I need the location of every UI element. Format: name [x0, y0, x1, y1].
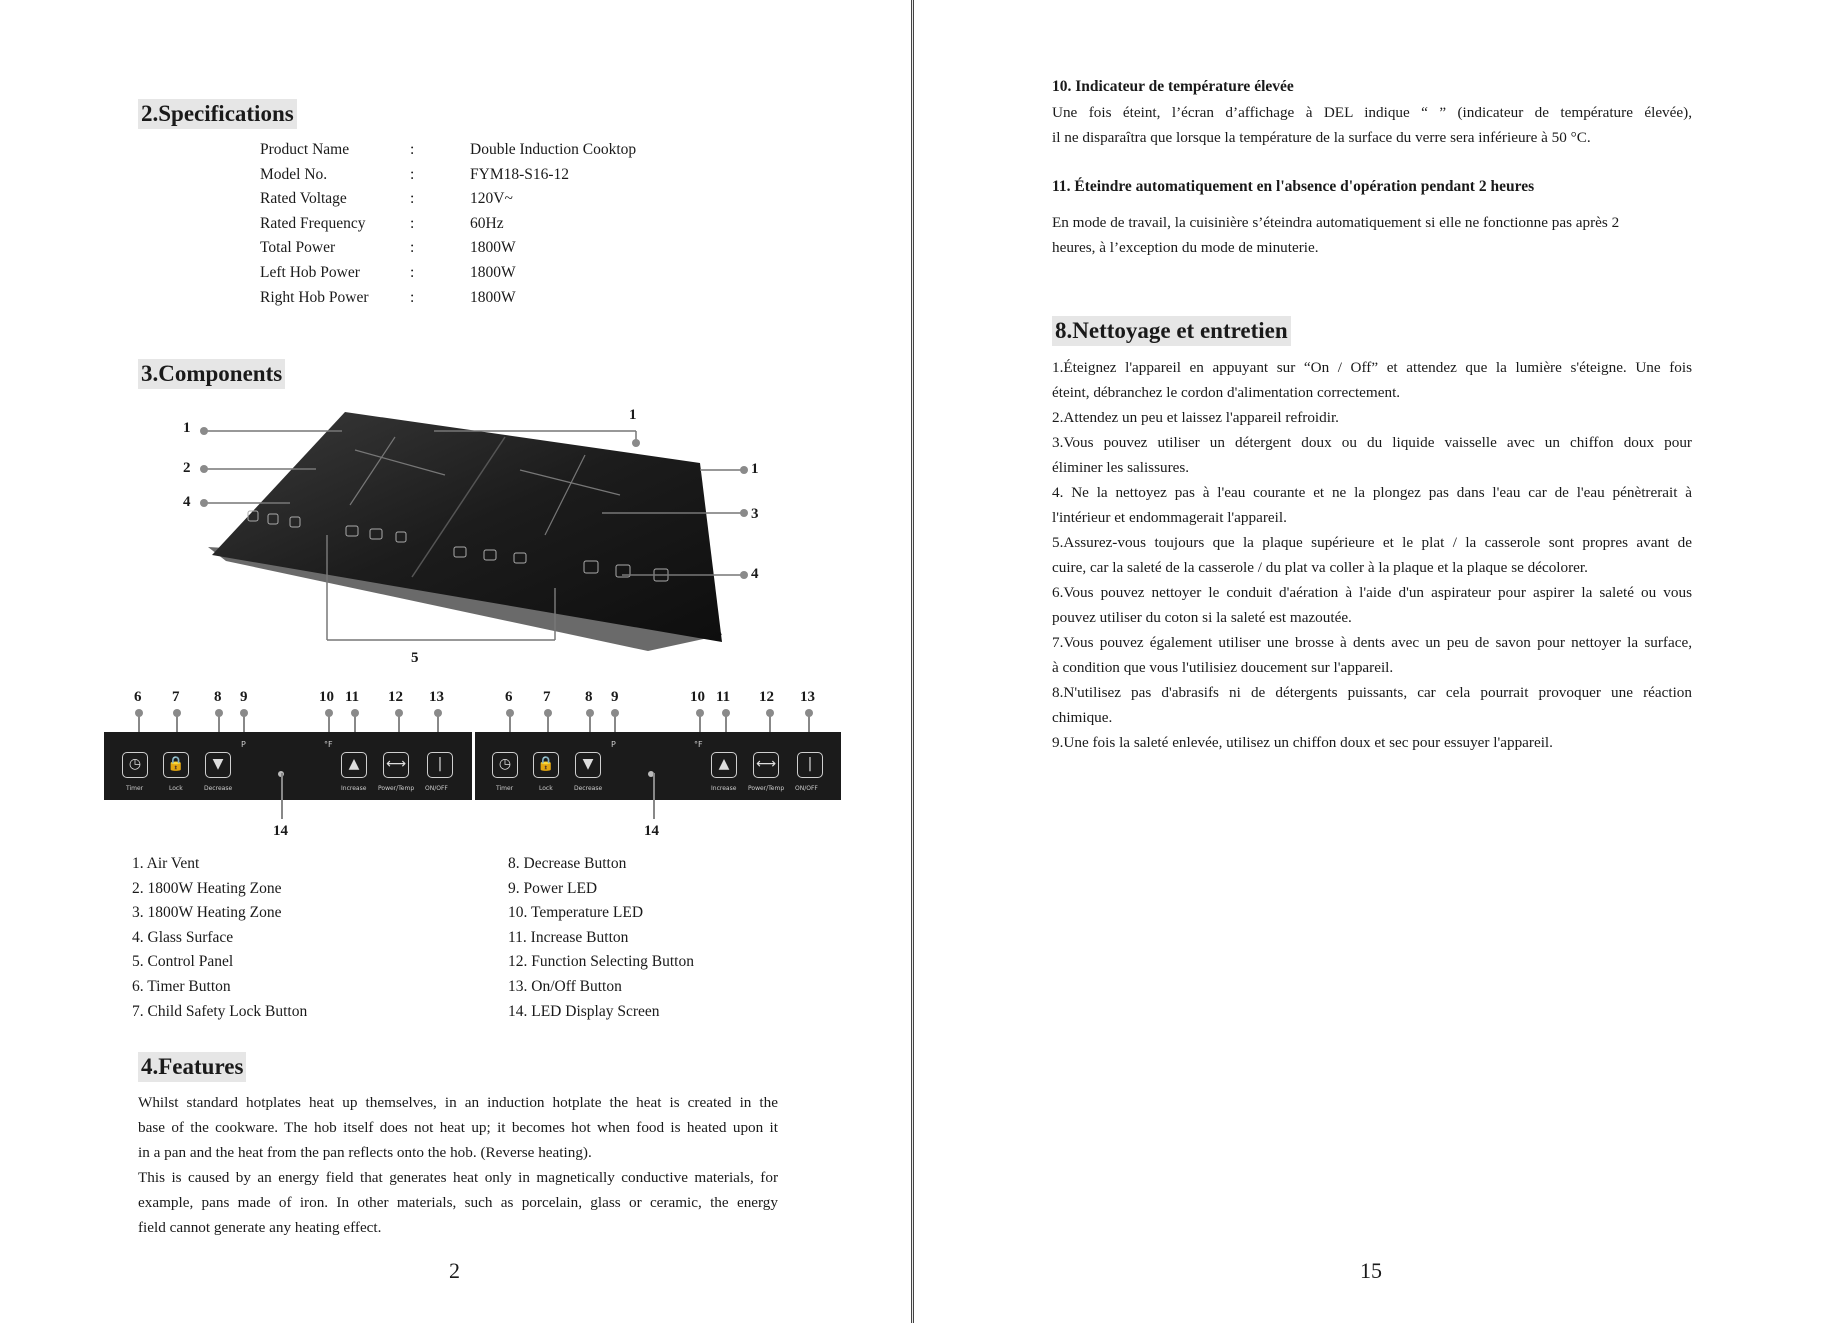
timer-button[interactable]: ◷	[492, 752, 518, 778]
panel-number: 12	[388, 689, 403, 705]
spec-label: Left Hob Power	[260, 264, 360, 281]
button-label: Timer	[126, 785, 144, 792]
lock-button[interactable]: 🔒	[533, 752, 559, 778]
panel-pointer-dot	[240, 709, 248, 717]
panel-pointer-dot	[696, 709, 704, 717]
features-line: Whilst standard hotplates heat up themselves, in an induction hotplate the heat is created in the	[138, 1094, 778, 1111]
component-item: 1. Air Vent	[132, 855, 200, 872]
component-item: 11. Increase Button	[508, 928, 629, 946]
panel-number: 9	[611, 689, 619, 705]
cleaning-line: 7.Vous pouvez également utiliser une brosse à dents avec un peu de savon pour nettoyer la surface,	[1052, 634, 1692, 651]
page-number: 2	[449, 1258, 460, 1283]
spec-value: 120V~	[470, 190, 513, 208]
button-label: Lock	[169, 785, 183, 792]
section-10-text	[1052, 100, 1692, 150]
panel-pointer-dot	[544, 709, 552, 717]
panel-pointer-dot	[351, 709, 359, 717]
cleaning-line: chimique.	[1052, 709, 1113, 726]
cleaning-line: 9.Une fois la saleté enlevée, utilisez un chiffon doux et sec pour essuyer l'appareil.	[1052, 734, 1553, 751]
increase-button[interactable]: ▲	[341, 752, 367, 778]
timer-button[interactable]: ◷	[122, 752, 148, 778]
lock-button[interactable]: 🔒	[163, 752, 189, 778]
increase-button[interactable]: ▲	[711, 752, 737, 778]
panel-number: 8	[585, 689, 593, 705]
spec-colon: :	[410, 288, 415, 306]
decrease-button[interactable]: ▼	[205, 752, 231, 778]
features-line: in a pan and the heat from the pan reflects onto the hob. (Reverse heating).	[138, 1144, 592, 1161]
callout-number: 3	[751, 506, 759, 522]
section-11-title: 11. Éteindre automatiquement en l'absence d'opération pendant 2 heures	[1052, 178, 1535, 195]
cleaning-line: éliminer les salissures.	[1052, 459, 1190, 476]
screen-pointer-line	[281, 773, 283, 819]
temperature-led: °F	[694, 740, 703, 749]
cooktop-illustration	[0, 395, 912, 675]
component-item: 7. Child Safety Lock Button	[132, 1002, 308, 1020]
component-item: 2. 1800W Heating Zone	[132, 879, 282, 897]
section-10-line: il ne disparaîtra que lorsque la température de la surface du verre sera inférieure à 50 °C.	[1052, 129, 1591, 146]
cleaning-line: 4. Ne la nettoyez pas à l'eau courante et ne la plongez pas dans l'eau car de l'eau pénètrerait à	[1052, 484, 1692, 501]
control-panel-right	[475, 732, 841, 800]
spec-value: 60Hz	[470, 214, 504, 232]
section-11-text	[1052, 210, 1692, 260]
button-label: ON/OFF	[425, 785, 448, 792]
panel-number: 12	[759, 689, 774, 705]
component-item: 10. Temperature LED	[508, 904, 644, 922]
component-item: 14. LED Display Screen	[508, 1002, 660, 1020]
power-temp-button[interactable]: ⟷	[753, 752, 779, 778]
panel-number: 11	[345, 689, 360, 705]
spec-colon: :	[410, 214, 415, 232]
cleaning-line: cuire, car la saleté de la casserole / du plat va coller à la plaque et la plaque se décolorer.	[1052, 559, 1588, 576]
cleaning-heading: 8.Nettoyage et entretien	[1052, 316, 1291, 346]
cleaning-line: pouvez utiliser du coton si la saleté est mazoutée.	[1052, 609, 1352, 626]
panel-number: 6	[505, 689, 513, 705]
panel-pointer-dot	[805, 709, 813, 717]
panel-number: 7	[543, 689, 551, 705]
callout-number: 4	[183, 494, 191, 510]
power-led: P	[611, 740, 616, 749]
panel-pointer-dot	[173, 709, 181, 717]
button-label: Lock	[539, 785, 553, 792]
screen-number: 14	[644, 823, 659, 839]
features-line: example, pans made of iron. In other materials, such as porcelain, glass or ceramic, the energy	[138, 1194, 778, 1211]
cleaning-line: 6.Vous pouvez nettoyer le conduit d'aération à l'aide d'un aspirateur pour aspirer la saleté ou vous	[1052, 584, 1692, 601]
spec-colon: :	[410, 165, 415, 183]
cleaning-line: 1.Éteignez l'appareil en appuyant sur “On / Off” et attendez que la lumière s'éteigne. Une fois	[1052, 359, 1692, 376]
spec-label: Right Hob Power	[260, 288, 369, 306]
callout-number: 1	[183, 420, 191, 436]
callout-number: 2	[183, 460, 191, 476]
cleaning-line: 5.Assurez-vous toujours que la plaque supérieure et le plat / la casserole sont propres avant de	[1052, 534, 1692, 551]
left-page	[0, 0, 912, 1323]
spec-value: 1800W	[470, 239, 516, 257]
features-line: This is caused by an energy field that generates heat only in magnetically conductive materials, for	[138, 1169, 778, 1186]
spec-label: Total Power	[260, 239, 336, 257]
button-label: ON/OFF	[795, 785, 818, 792]
panel-number: 10	[319, 689, 334, 705]
component-item: 6. Timer Button	[132, 978, 231, 995]
callout-number: 4	[751, 566, 759, 582]
panel-number: 9	[240, 689, 248, 705]
component-item: 4. Glass Surface	[132, 928, 234, 946]
component-item: 9. Power LED	[508, 879, 598, 897]
component-item: 12. Function Selecting Button	[508, 953, 694, 971]
specifications-heading: 2.Specifications	[138, 99, 297, 129]
cleaning-line: éteint, débranchez le cordon d'alimentation correctement.	[1052, 384, 1401, 401]
screen-pointer-line	[653, 773, 655, 819]
spec-value: FYM18-S16-12	[470, 165, 570, 183]
panel-number: 13	[429, 689, 444, 705]
spec-colon: :	[410, 141, 415, 158]
page-number: 15	[1360, 1258, 1382, 1283]
spec-colon: :	[410, 264, 415, 281]
component-item: 8. Decrease Button	[508, 855, 627, 872]
button-label: Power/Temp	[378, 785, 415, 792]
button-label: Decrease	[574, 785, 603, 792]
button-label: Increase	[711, 785, 737, 792]
control-panel-left	[104, 732, 472, 800]
panel-number: 8	[214, 689, 222, 705]
spec-value: 1800W	[470, 288, 516, 306]
right-page	[913, 0, 1825, 1323]
on-off-button[interactable]: |	[427, 752, 453, 778]
panel-pointer-dot	[722, 709, 730, 717]
component-item: 13. On/Off Button	[508, 978, 622, 995]
button-label: Increase	[341, 785, 367, 792]
panel-pointer-dot	[586, 709, 594, 717]
component-item: 5. Control Panel	[132, 953, 234, 971]
panel-number: 7	[172, 689, 180, 705]
features-text	[138, 1090, 778, 1240]
spec-colon: :	[410, 239, 415, 257]
temperature-led: °F	[324, 740, 333, 749]
panel-pointer-dot	[434, 709, 442, 717]
panel-number: 11	[716, 689, 731, 705]
cleaning-line: l'intérieur et endommagerait l'appareil.	[1052, 509, 1287, 526]
panel-pointer-dot	[325, 709, 333, 717]
cleaning-line: 3.Vous pouvez utiliser un détergent doux ou du liquide vaisselle avec un chiffon doux pour	[1052, 434, 1692, 451]
power-temp-button[interactable]: ⟷	[383, 752, 409, 778]
on-off-button[interactable]: |	[797, 752, 823, 778]
panel-pointer-dot	[215, 709, 223, 717]
power-led: P	[241, 740, 246, 749]
spec-value: 1800W	[470, 264, 516, 281]
spec-label: Rated Voltage	[260, 190, 347, 208]
features-heading: 4.Features	[138, 1052, 246, 1082]
components-heading: 3.Components	[138, 359, 285, 389]
decrease-button[interactable]: ▼	[575, 752, 601, 778]
panel-pointer-dot	[506, 709, 514, 717]
cleaning-text	[1052, 355, 1692, 755]
spec-label: Rated Frequency	[260, 214, 366, 232]
spec-label: Model No.	[260, 165, 328, 183]
features-line: base of the cookware. The hob itself does not heat up; it becomes hot when food is heated upon it	[138, 1119, 778, 1136]
panel-number: 6	[134, 689, 142, 705]
cleaning-line: 2.Attendez un peu et laissez l'appareil refroidir.	[1052, 409, 1339, 426]
button-label: Decrease	[204, 785, 233, 792]
panel-number: 10	[690, 689, 705, 705]
button-label: Power/Temp	[748, 785, 785, 792]
component-item: 3. 1800W Heating Zone	[132, 904, 282, 922]
spec-label: Product Name	[260, 141, 350, 158]
panel-pointer-dot	[135, 709, 143, 717]
section-10-line: Une fois éteint, l’écran d’affichage à DEL indique “ ” (indicateur de température élevée),	[1052, 104, 1692, 121]
callout-number: 1	[629, 407, 637, 423]
panel-number: 13	[800, 689, 815, 705]
button-label: Timer	[496, 785, 514, 792]
spec-colon: :	[410, 190, 415, 208]
panel-pointer-dot	[766, 709, 774, 717]
callout-number: 5	[411, 650, 419, 666]
section-10-title: 10. Indicateur de température élevée	[1052, 78, 1294, 95]
cleaning-line: à condition que vous l'utilisiez doucement sur l'appareil.	[1052, 659, 1394, 676]
panel-pointer-dot	[395, 709, 403, 717]
callout-number: 1	[751, 461, 759, 477]
screen-number: 14	[273, 823, 288, 839]
section-11-line: En mode de travail, la cuisinière s’éteindra automatiquement si elle ne fonctionne pas après 2	[1052, 214, 1620, 231]
section-11-line: heures, à l’exception du mode de minuterie.	[1052, 239, 1319, 256]
spec-value: Double Induction Cooktop	[470, 141, 637, 158]
cleaning-line: 8.N'utilisez pas d'abrasifs ni de détergents puissants, car cela pourrait provoquer une réaction	[1052, 684, 1692, 701]
panel-pointer-dot	[611, 709, 619, 717]
features-line: field cannot generate any heating effect.	[138, 1219, 382, 1236]
